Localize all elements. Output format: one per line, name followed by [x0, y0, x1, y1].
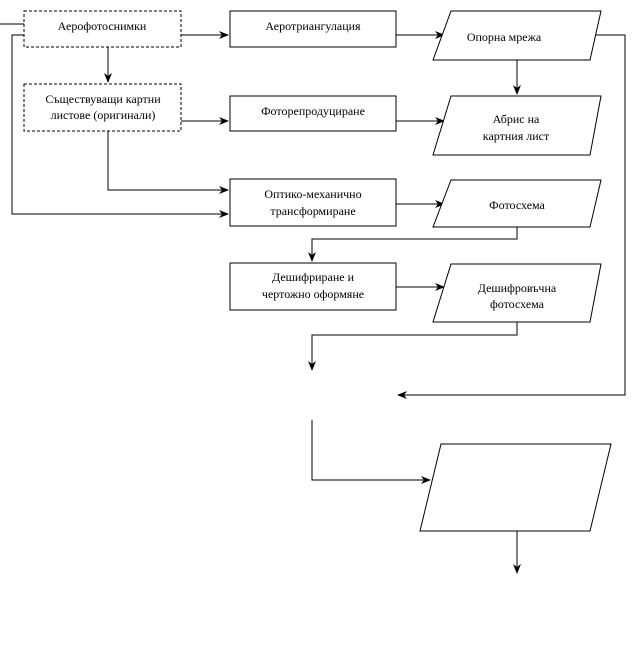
node-optomech-label-2: трансформиране: [270, 204, 356, 218]
node-interpreted-photoscheme: [433, 264, 601, 322]
node-aerial-photos: [24, 11, 181, 47]
node-interpretation-label-2: чертожно оформяне: [261, 287, 365, 301]
node-aerial-photos-label: Аерофотоснимки: [57, 19, 147, 33]
node-control-network-label: Опорна мрежа: [466, 30, 542, 44]
node-interpreted-photoscheme-label-2: фотосхема: [489, 297, 545, 311]
node-photoreproduction: [230, 96, 396, 131]
node-optomech: [230, 179, 396, 226]
node-interpretation: [230, 263, 396, 310]
connector-interpreted-down: [312, 322, 517, 370]
node-existing-sheets-label-1: Съществуващи картни: [45, 92, 161, 106]
connector-existing-to-optomech: [108, 131, 228, 190]
connector-lower-to-output: [312, 420, 430, 480]
node-existing-sheets: [24, 84, 181, 131]
node-photoscheme: [433, 180, 601, 227]
node-output: [420, 444, 611, 531]
node-photoreproduction-label: Фоторепродуциране: [261, 104, 365, 118]
node-sheet-outline-label-1: Абрис на: [492, 112, 540, 126]
node-interpreted-photoscheme-label-1: Дешифровъчна: [477, 281, 557, 295]
node-interpretation-label-1: Дешифриране и: [271, 270, 355, 284]
node-control-network: [433, 11, 601, 60]
node-sheet-outline: [433, 96, 601, 155]
node-optomech-label-1: Оптико-механично: [264, 187, 362, 201]
node-aerotriangulation-label: Аеротриангулация: [265, 19, 361, 33]
node-aerotriangulation: [230, 11, 396, 47]
connector-photoscheme-to-interpretation: [312, 227, 517, 261]
node-sheet-outline-label-2: картния лист: [482, 129, 550, 143]
node-photoscheme-label: Фотосхема: [489, 198, 545, 212]
node-existing-sheets-label-2: листове (оригинали): [50, 108, 156, 122]
